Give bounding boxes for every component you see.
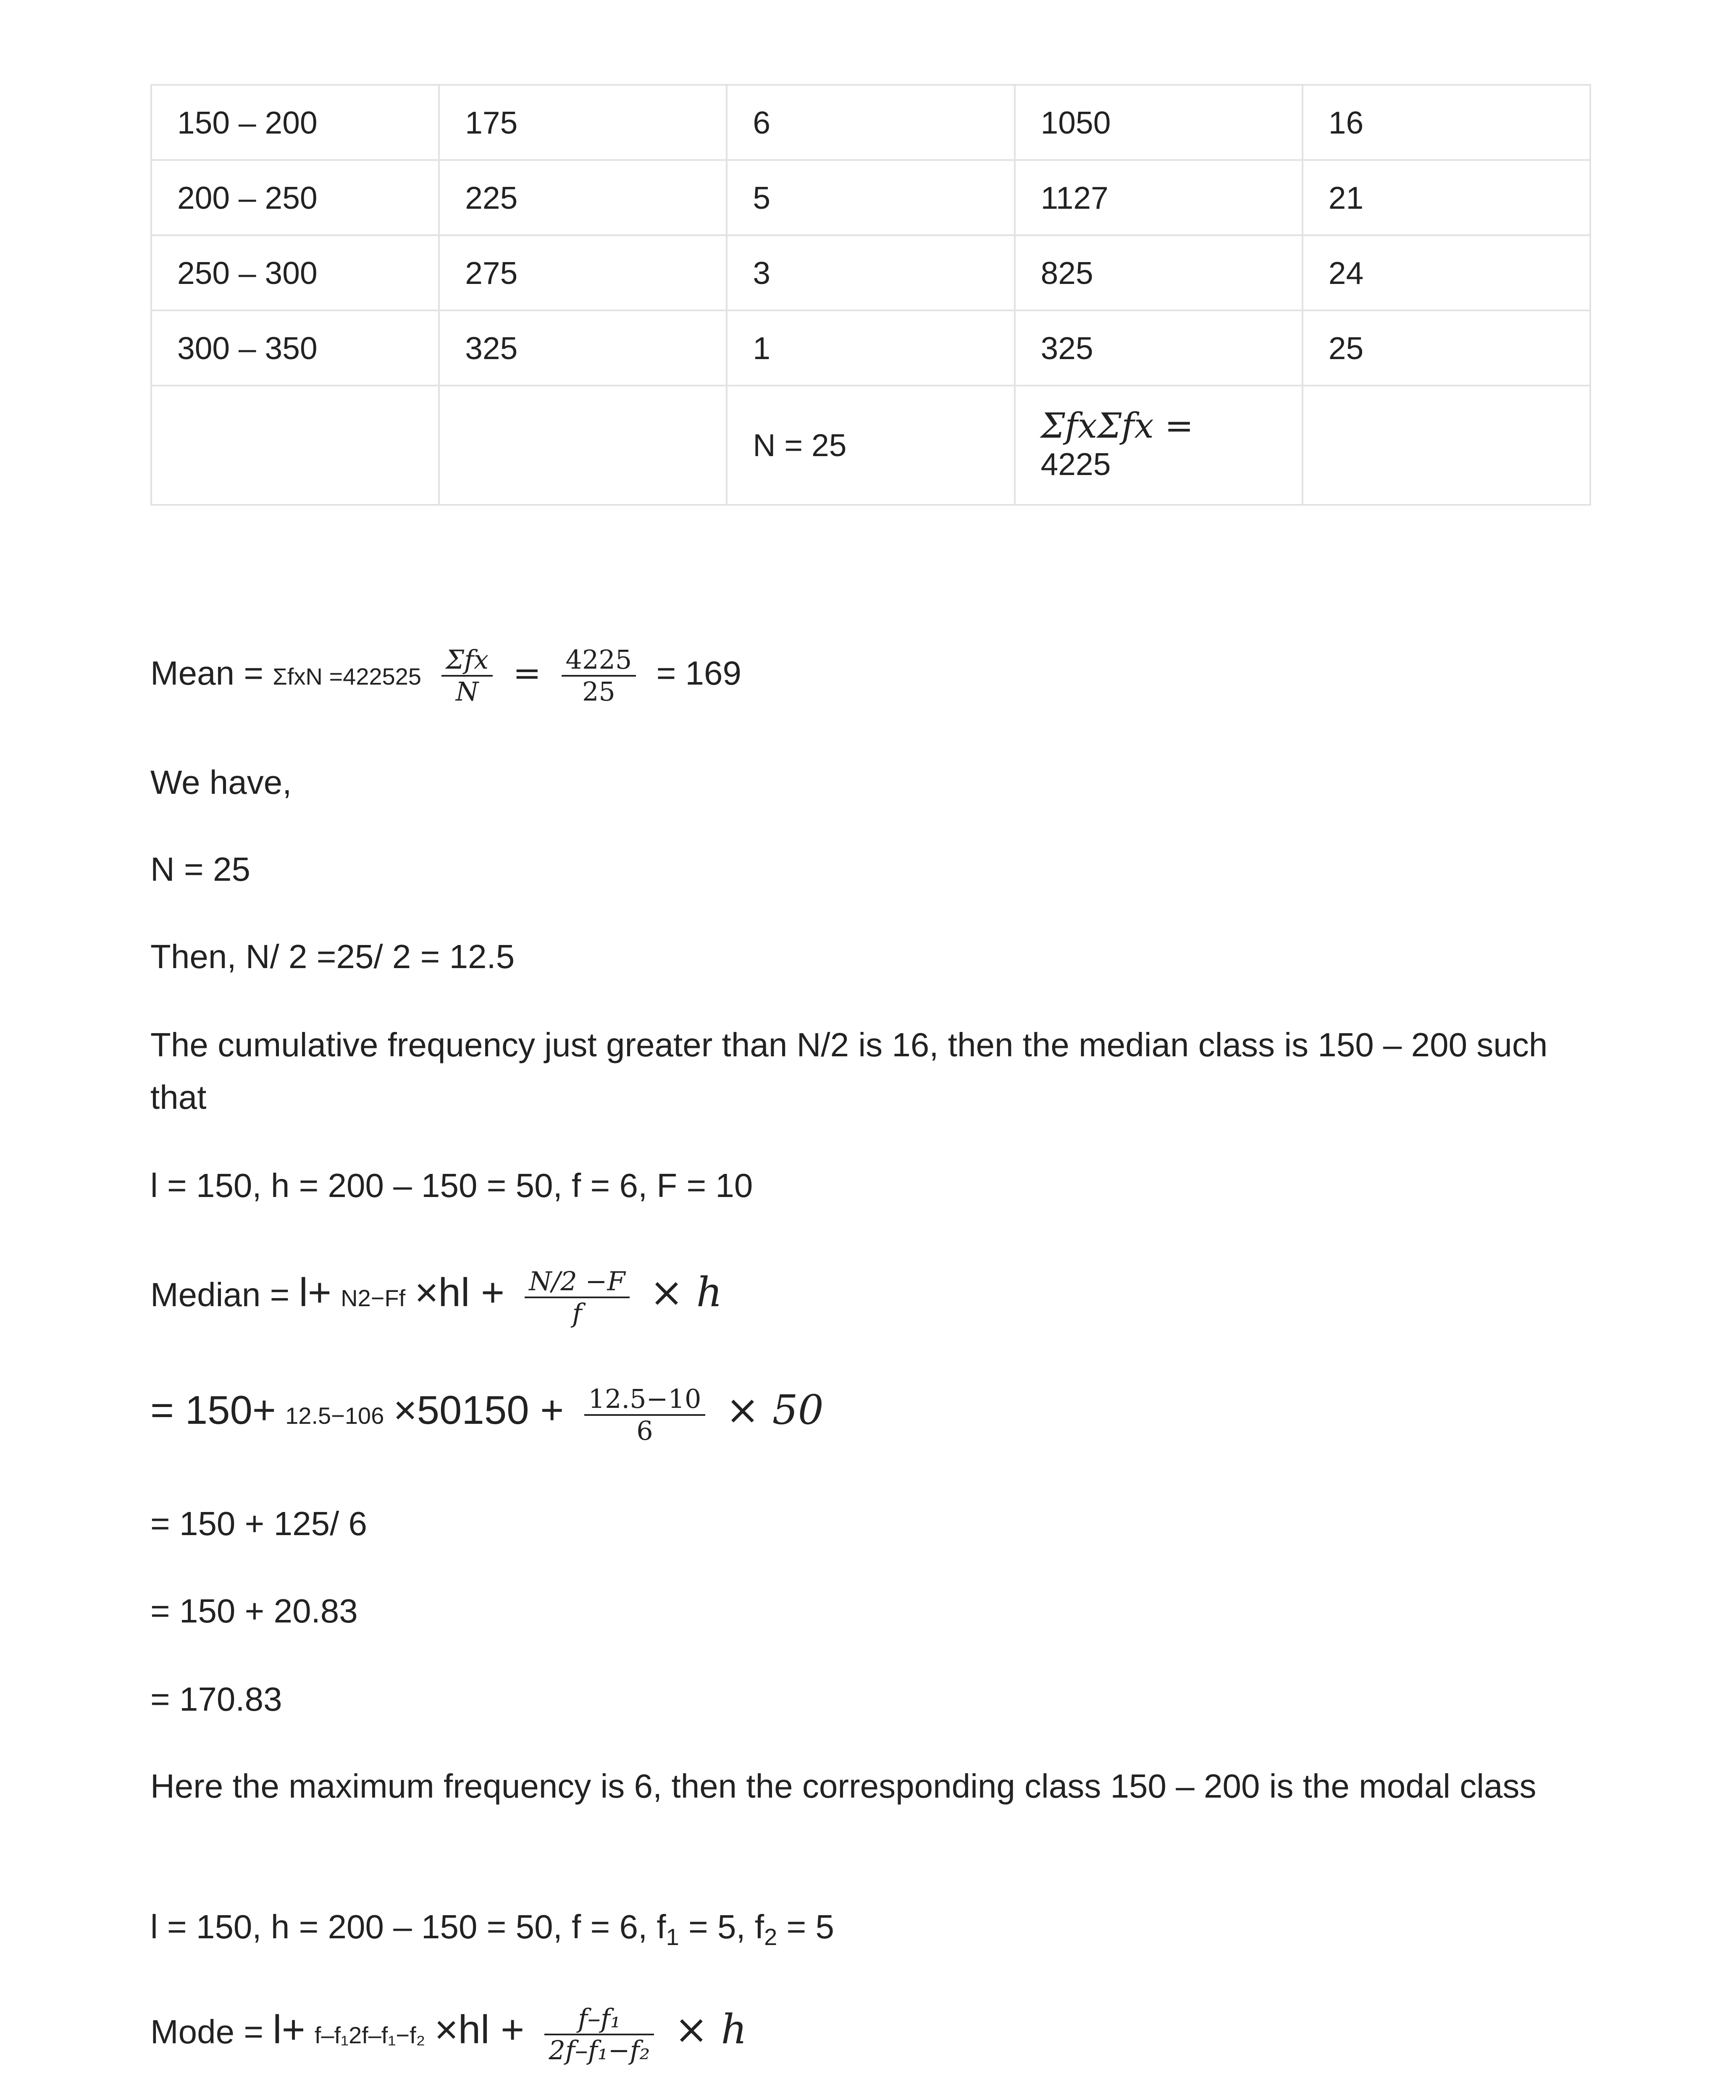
table-cell: 175 — [439, 85, 727, 160]
table-cell: 325 — [439, 310, 727, 386]
fraction-denominator: f — [572, 1298, 582, 1328]
fraction-numerator: Σfx — [441, 645, 493, 677]
fraction-numerator: f–f₁ — [544, 2003, 654, 2035]
median-step: = 150 + 125/ 6 — [150, 1505, 368, 1542]
table-cell: 300 – 350 — [151, 310, 439, 386]
times-h-l: ×hl + — [434, 2007, 525, 2053]
subscript: 2 — [764, 1924, 777, 1950]
total-sum-cell — [1015, 386, 1303, 505]
table-cell: 325 — [1015, 310, 1303, 386]
subscript: 1 — [666, 1924, 679, 1950]
mean-fraction-numeric — [562, 645, 636, 707]
median-substitution — [150, 1384, 824, 1446]
equals-sign: = — [513, 654, 541, 693]
table-row — [151, 310, 1590, 386]
we-have-text: We have, — [150, 764, 292, 801]
modal-class-paragraph: Here the maximum frequency is 6, then the corresponding class 150 – 200 is the modal class — [150, 1767, 1536, 1805]
table-cell-empty — [151, 386, 439, 505]
median-garbled-text: N2−Ff — [341, 1285, 406, 1312]
mode-variables-text: = 5 — [777, 1908, 834, 1945]
median-variables: l = 150, h = 200 – 150 = 50, f = 6, F = 10 — [150, 1167, 753, 1204]
fraction-denominator: 6 — [636, 1415, 653, 1446]
median-sub-garbled-text: 12.5−106 — [285, 1402, 384, 1429]
total-sum-line1: ΣfxΣfx = — [1040, 406, 1194, 446]
fraction-numerator: N/2 −F — [525, 1266, 629, 1298]
table-cell-empty — [439, 386, 727, 505]
l-plus: l+ — [299, 1270, 331, 1315]
median-label: Median = — [150, 1276, 299, 1314]
frequency-table — [150, 84, 1591, 506]
half-n-text: Then, N/ 2 =25/ 2 = 12.5 — [150, 938, 515, 975]
table-row — [151, 235, 1590, 310]
mode-variables-text: = 5, f — [679, 1908, 764, 1945]
table-cell: 5 — [727, 160, 1014, 235]
fraction-denominator: 2f–f₁−f₂ — [549, 2035, 650, 2066]
table-total-row — [151, 386, 1590, 505]
table-cell: 21 — [1303, 160, 1590, 235]
times-h: × h — [674, 2006, 747, 2053]
fraction-numerator: 4225 — [562, 645, 636, 677]
median-class-paragraph: The cumulative frequency just greater than N/2 is 16, then the median class is 150 – 200 such that — [150, 1026, 1548, 1116]
table-cell: 200 – 250 — [151, 160, 439, 235]
table-cell: 24 — [1303, 235, 1590, 310]
table-cell: 825 — [1015, 235, 1303, 310]
table-cell: 6 — [727, 85, 1014, 160]
table-cell: 3 — [727, 235, 1014, 310]
mean-fraction-symbolic — [441, 645, 493, 707]
table-cell: 16 — [1303, 85, 1590, 160]
table-cell-empty — [1303, 386, 1590, 505]
fraction-denominator: N — [456, 676, 479, 707]
table-cell: 25 — [1303, 310, 1590, 386]
table-row — [151, 160, 1590, 235]
median-fraction — [525, 1266, 629, 1328]
mode-fraction — [544, 2003, 654, 2066]
mean-garbled-text: ΣfxN =422525 — [273, 663, 422, 690]
median-step: = 150 + 20.83 — [150, 1592, 358, 1630]
table-cell: 1 — [727, 310, 1014, 386]
table-cell: 150 – 200 — [151, 85, 439, 160]
table-cell: 1127 — [1015, 160, 1303, 235]
table-cell: 225 — [439, 160, 727, 235]
table-cell: 275 — [439, 235, 727, 310]
table-cell: 250 – 300 — [151, 235, 439, 310]
fraction-numerator: 12.5−10 — [584, 1384, 706, 1416]
mode-garbled-text: f–f₁2f–f₁−f₂ — [314, 2022, 425, 2049]
mode-variables-text: l = 150, h = 200 – 150 = 50, f = 6, f — [150, 1908, 666, 1945]
table-row — [151, 85, 1590, 160]
total-sum-line2: 4225 — [1040, 446, 1111, 482]
mode-variables — [150, 1900, 834, 1963]
mode-formula — [150, 2003, 747, 2066]
median-sub-fraction — [584, 1384, 706, 1446]
substitution-lead: = 150+ — [150, 1388, 276, 1433]
mean-result: = 169 — [656, 654, 741, 692]
l-plus: l+ — [273, 2007, 305, 2053]
median-formula — [150, 1266, 722, 1328]
times-h: × h — [649, 1269, 722, 1316]
mean-formula — [150, 645, 741, 707]
total-n-cell: N = 25 — [727, 386, 1014, 505]
median-result: = 170.83 — [150, 1680, 282, 1718]
fraction-denominator: 25 — [582, 676, 615, 707]
table-cell: 1050 — [1015, 85, 1303, 160]
substitution-mid: ×50150 + — [393, 1388, 564, 1433]
n-value-text: N = 25 — [150, 850, 250, 888]
times-fifty: × 50 — [725, 1386, 824, 1434]
times-h-l: ×hl + — [415, 1270, 504, 1315]
mode-label: Mode = — [150, 2013, 273, 2051]
mean-label: Mean = — [150, 654, 273, 692]
